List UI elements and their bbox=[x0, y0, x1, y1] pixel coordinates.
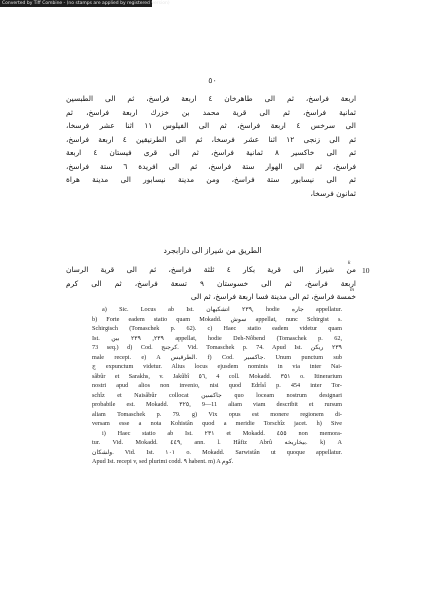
arabic-line: الى سرخس ٤ اربعة فراسخ، ثم الى الفيلوس ١١ اثنا عشر فرسخا، bbox=[66, 121, 356, 130]
footnote-line: i) Haec statio ab Ist. ٢٣١ et Mokadd. ٤٥٥ non memora- bbox=[102, 429, 342, 437]
footnote-line: male recepi. e) A الطرقيس. f) Cod. جاكسير. Unum punctum sub bbox=[92, 353, 342, 361]
footnote-line: Ist. ٢٣٩, ٢٣٩ بين appellat, hodie Deh-Nôbend (Tomaschek p. 62, bbox=[92, 334, 342, 342]
arabic-body-bottom bbox=[66, 263, 356, 304]
arabic-line: ثم الى خاكسير ٨ ثمانية فراسخ، ثم الى قرى فيستان ٤ اربعة bbox=[66, 148, 357, 157]
footnote-line: 73 seq.) d) Cod. كرجنج. Vid. Tomaschek p. 74. Apud Ist. ٢٣٩ ريكن bbox=[92, 344, 342, 351]
footnote-line: tur. Vid. Mokadd. ٤٤٩, ann. l. Hâfiz Abrû بيخاريخه. k) A bbox=[92, 439, 342, 446]
footnote-line: sâbûr et Sarakhs, v. Jakûbî ٥٦, 4 coll. Mokadd. ٣٥١ o. Itinerarium bbox=[92, 372, 342, 380]
arabic-line: فراسخ، ثم الى الهوار ستة فراسخ، ثم الى افريدة ٦ ستة فراسخ، bbox=[66, 161, 356, 171]
arabic-line: خمسة فراسخ، ثم الى مدينة فسا اربعة فراسخ، ثم الى bbox=[190, 292, 356, 301]
footnote-line: Apud Ist. recepi v, sed plurimi codd. ٩ habent. m) A كوم. bbox=[92, 458, 234, 465]
footnote-line: aliam Tomaschek p. 79. g) Vix opus est monere regionem di- bbox=[92, 410, 342, 418]
footnote-line: Schirgisch (Tomaschek p. 62). c) Haec statio eadem videtur quam bbox=[92, 325, 342, 332]
footnote-line: probabile est. Mokadd. ٣٢٥, 9—11 aliam viam describit et rursum bbox=[92, 401, 342, 408]
footnote-line: a) Sic. Locus ab Ist. ٢٣٩ اتشكيهان, hodie جاره appellatur. bbox=[102, 306, 342, 313]
footnote-mark: k bbox=[348, 260, 351, 266]
arabic-line: ثمانون فرسخا، bbox=[310, 188, 356, 198]
arabic-line: ثمانية فراسخ، ثم الى قرية محمد بن خزرك اربعة فراسخ، ثم bbox=[66, 107, 356, 117]
footnote-line: nostri apud alios non invenio, nisi quod Edrîsî p. 454 inter Tor- bbox=[92, 382, 342, 389]
arabic-line: ثم الى زنجى ١٢ اثنا عشر فرسخا، ثم الى الطرنيقين ٤ اربعة فراسخ، bbox=[66, 134, 356, 144]
page-number: ٥٠ bbox=[208, 76, 217, 85]
footnote-line: b) Forte eadem statio quam Mokadd. سوش appellat, nunc Schirgist s. bbox=[92, 315, 342, 323]
arabic-line: من شيراز الى قرية بكار ٤ ثلثة فراسخ، ثم الى قرية الرسان bbox=[66, 265, 356, 274]
footnote-line: ولشكان. Vid. Ist. ١٠١ o. Mokadd. Sarwistân ut quoque appellatur. bbox=[92, 448, 342, 456]
footnote-line: ج expunctum videtur. Alius locus ejusdem nominis in via inter Nai- bbox=[92, 363, 342, 370]
footnote-line: schîz et Naisâbûr collocat جاكسين quo loceam nostrum designari bbox=[92, 391, 342, 399]
section-heading: الطريق من شيراز الى دارابجرد bbox=[163, 246, 262, 255]
footnote-mark: m bbox=[350, 287, 354, 293]
arabic-line: اربعة فراسخ، ثم الى طاهرخان ٤ اربعة فراسخ، ثم الى الطبسين bbox=[66, 94, 356, 103]
arabic-body-top bbox=[66, 92, 356, 200]
line-number-marker: 10 bbox=[362, 266, 370, 275]
footnote-line: versam esse a nota Kohistân quod a meridie Torschîz jacet. h) Sive bbox=[92, 420, 342, 427]
footnotes bbox=[92, 305, 342, 467]
arabic-line: ثم الى نيسابور ستة فراسخ، ومن مدينة نيسابور الى مدينة هراة bbox=[66, 175, 356, 184]
scan-converter-banner: Converted by Tiff Combine - (no stamps are applied by registered version) bbox=[2, 1, 170, 6]
arabic-line: اربعة فراسخ، ثم الى خسوستان ٩ تسعة فراسخ، ثم الى كرم bbox=[66, 278, 356, 288]
